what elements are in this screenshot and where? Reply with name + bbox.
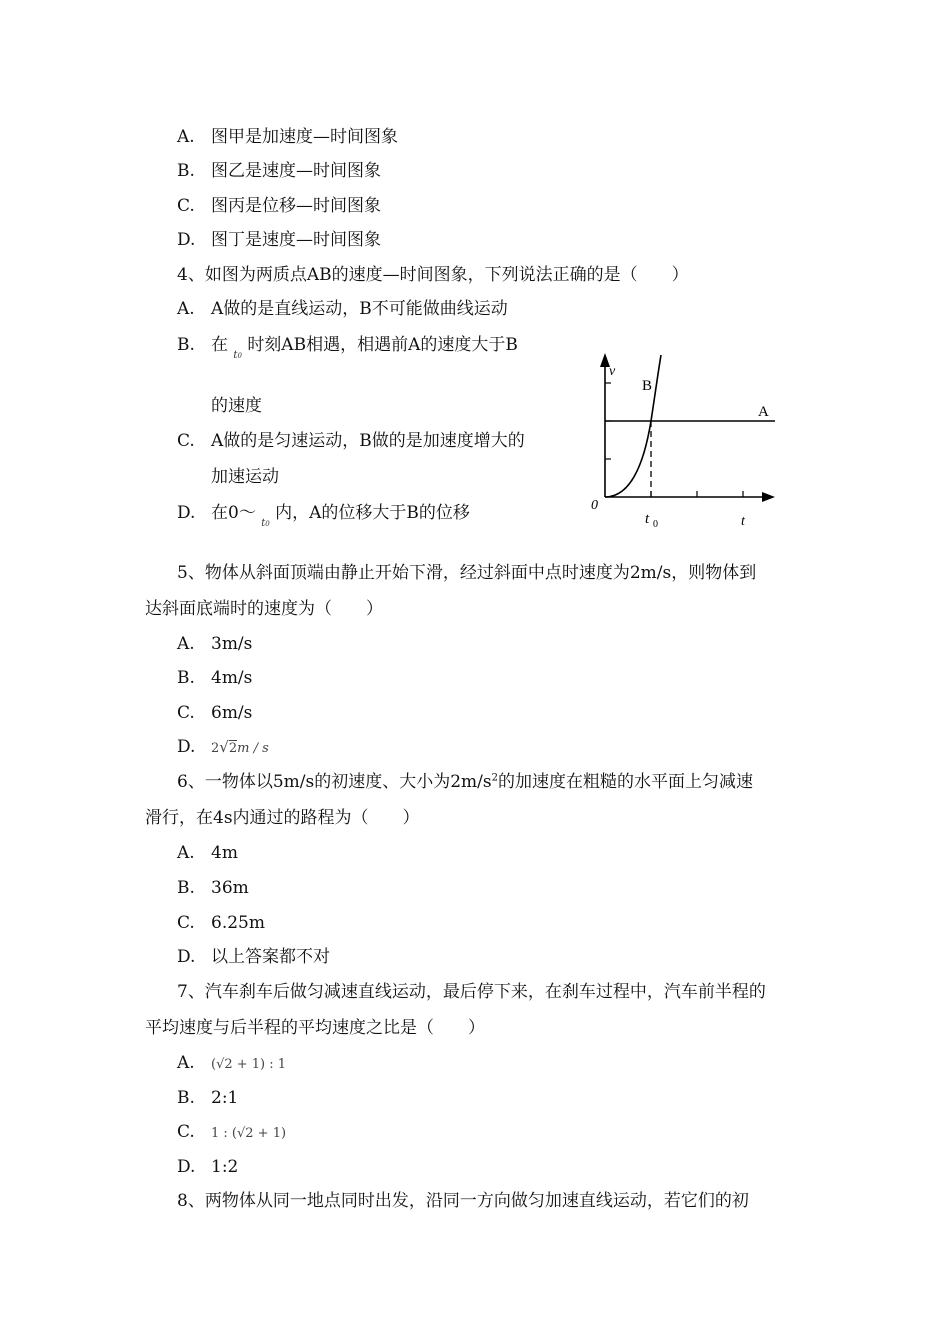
q3-option-d: D. 图丁是速度—时间图象: [177, 230, 381, 250]
q5-stem-line2: 达斜面底端时的速度为（ ）: [145, 599, 383, 619]
q3-option-c: C. 图丙是位移—时间图象: [177, 196, 381, 216]
q5-option-b: B. 4m/s: [177, 668, 253, 688]
q4-option-c-cont: 加速运动: [211, 467, 279, 487]
q4-option-c: C. A做的是匀速运动，B做的是加速度增大的: [177, 431, 525, 451]
q4-stem: 4、如图为两质点AB的速度—时间图象，下列说法正确的是（ ）: [177, 265, 689, 285]
q5-option-c: C. 6m/s: [177, 703, 253, 723]
q4-option-a: A. A做的是直线运动，B不可能做曲线运动: [177, 299, 508, 319]
q5-option-a: A. 3m/s: [177, 634, 253, 654]
t0-symbol: t0: [233, 350, 242, 361]
line-a-label: A: [758, 404, 769, 420]
q7-option-c: C. 1 : (√2 + 1): [177, 1122, 287, 1142]
q8-stem-line1: 8、两物体从同一地点同时出发，沿同一方向做匀加速直线运动，若它们的初: [177, 1191, 749, 1211]
velocity-time-graph: [583, 345, 783, 535]
q6-option-c: C. 6.25m: [177, 913, 265, 933]
q3-option-b: B. 图乙是速度—时间图象: [177, 161, 381, 181]
t0-label-sub: 0: [653, 519, 658, 530]
t-axis-label: t: [741, 514, 745, 529]
v-axis-label: v: [609, 364, 616, 379]
q6-option-b: B. 36m: [177, 878, 249, 898]
sqrt-expression: 2√2m / s: [211, 738, 269, 756]
q6-stem-line1: 6、一物体以5m/s的初速度、大小为$2m/s^2$的加速度在粗糙的水平面上匀减速: [177, 772, 753, 792]
q4-option-d: D. 在0～ $_{t0}$ 内，A的位移大于B的位移: [177, 503, 470, 529]
q7-option-d: D. 1:2: [177, 1157, 239, 1177]
q5-option-d: D. 2√2m / s: [177, 737, 269, 757]
t-axis-arrow: [762, 492, 775, 502]
q6-stem-line2: 滑行，在4s内通过的路程为（ ）: [145, 808, 420, 828]
q7-option-a: A. (√2 + 1) : 1: [177, 1053, 287, 1073]
q3-option-a: A. 图甲是加速度—时间图象: [177, 127, 398, 147]
t0-label: t: [645, 511, 650, 527]
origin-label: 0: [591, 498, 598, 513]
q6-option-d: D. 以上答案都不对: [177, 947, 330, 967]
q5-stem-line1: 5、物体从斜面顶端由静止开始下滑，经过斜面中点时速度为2m/s，则物体到: [177, 563, 757, 583]
q4-option-b-cont: 的速度: [211, 396, 262, 416]
curve-b-label: B: [642, 378, 653, 394]
q6-option-a: A. 4m: [177, 843, 238, 863]
q7-option-b: B. 2:1: [177, 1088, 239, 1108]
t0-symbol: t0: [261, 518, 270, 529]
q7-stem-line2: 平均速度与后半程的平均速度之比是（ ）: [145, 1018, 485, 1038]
q4-option-b: B. 在 $_{t0}$ 时刻AB相遇，相遇前A的速度大于B: [177, 335, 518, 361]
q7-stem-line1: 7、汽车刹车后做匀减速直线运动，最后停下来，在刹车过程中，汽车前半程的: [177, 982, 766, 1002]
